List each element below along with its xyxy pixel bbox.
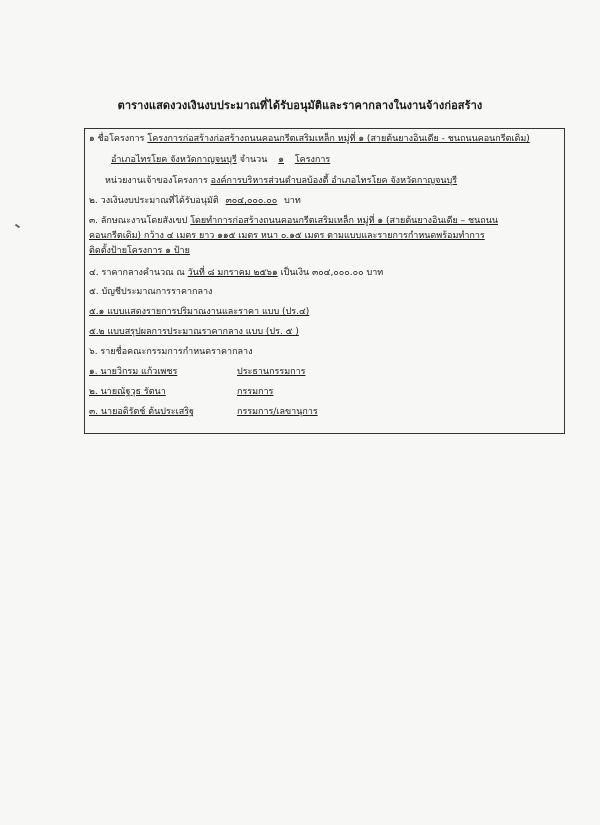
stray-ink-mark (15, 224, 20, 229)
features-row-3 (89, 245, 190, 257)
form-box (84, 128, 565, 434)
median-price-label: ๔. ราคากลางคำนวณ ณ (89, 268, 185, 278)
committee-member-1-role: ประธานกรรมการ (237, 367, 306, 377)
estimate-item-2: ๕.๒ แบบสรุปผลการประมาณราคากลาง แบบ (ปร. ๕ ) (89, 327, 299, 337)
agency-label: หน่วยงานเจ้าของโครงการ (105, 176, 208, 186)
features-line-2: คอนกรีตเดิม) กว้าง ๔ เมตร ยาว ๑๑๕ เมตร หนา ๐.๑๕ เมตร ตามแบบและรายการกำหนดพร้อมทำการ (89, 231, 485, 241)
committee-label: ๖. รายชื่อคณะกรรมการกำหนดราคากลาง (89, 347, 253, 357)
project-name: โครงการก่อสร้างก่อสร้างถนนคอนกรีตเสริมเหล็ก หมู่ที่ ๑ (สายต้นยางอินเดีย - ชนถนนคอนกรีตเดิม) (147, 134, 530, 144)
committee-member-3-name: ๓. นายอดิรัตช์ ต้นประเสริฐ (89, 407, 194, 417)
project-count-text: จำนวน (239, 155, 268, 165)
project-count-unit: โครงการ (294, 155, 331, 165)
features-label: ๓. ลักษณะงานโดยสังเขป (89, 216, 188, 226)
project-label: ๑ ชื่อโครงการ (89, 134, 145, 144)
features-row-1 (89, 215, 498, 227)
committee-member-2-name: ๒. นายณัฐวุธ รัตนา (89, 387, 166, 397)
agency-row (105, 175, 457, 187)
agency-value: องค์การบริหารส่วนตำบลบ้องตี้ อำเภอไทรโยค จังหวัดกาญจนบุรี (210, 176, 458, 186)
features-line-3: ติดตั้งป้ายโครงการ ๑ ป้าย (89, 246, 190, 256)
budget-unit: บาท (284, 196, 301, 206)
features-line-1: โดยทำการก่อสร้างถนนคอนกรีตเสริมเหล็ก หมู่ที่ ๑ (สายต้นยางอินเดีย – ชนถนน (190, 216, 499, 226)
budget-label: ๒. วงเงินงบประมาณที่ได้รับอนุมัติ (89, 196, 219, 206)
estimate-item-1: ๕.๑ แบบแสดงรายการปริมาณงานและราคา แบบ (ปร.๔) (89, 307, 310, 317)
committee-member-2-role: กรรมการ (237, 387, 274, 397)
budget-value: ๓๐๔,๐๐๐.๐๐ (225, 196, 278, 206)
project-name-row (89, 133, 530, 145)
estimate-label: ๕. บัญชีประมาณการราคากลาง (89, 287, 213, 297)
project-count-value: ๑ (278, 155, 284, 165)
committee-member-1-name: ๑. นายวิกรม แก้วเพชร (89, 367, 178, 377)
median-price-date: วันที่ ๘ มกราคม ๒๕๖๑ (187, 268, 278, 278)
committee-member-3-role: กรรมการ/เลขานุการ (237, 407, 318, 417)
budget-row (89, 195, 301, 207)
features-row-2 (89, 230, 485, 242)
median-price-amount: เป็นเงิน ๓๐๔,๐๐๐.๐๐ บาท (280, 268, 384, 278)
project-location-row (111, 154, 330, 166)
median-price-row (89, 267, 383, 279)
project-location: อำเภอไทรโยค จังหวัดกาญจนบุรี (111, 155, 237, 165)
page-title: ตารางแสดงวงเงินงบประมาณที่ได้รับอนุมัติและราคากลางในงานจ้างก่อสร้าง (117, 99, 483, 112)
